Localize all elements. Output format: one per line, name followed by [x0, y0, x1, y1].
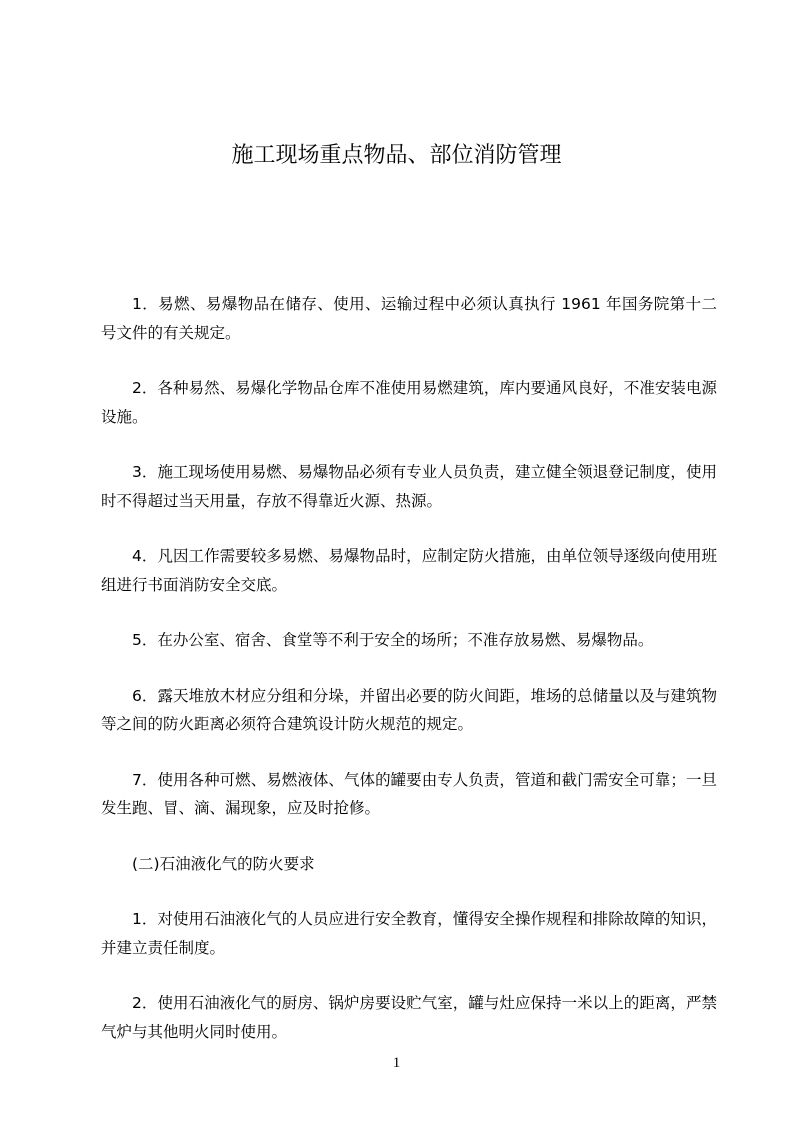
paragraph-6: 6．露天堆放木材应分组和分垛，并留出必要的防火间距，堆场的总储量以及与建筑物等之间的防火距离必须符合建筑设计防火规范的规定。: [101, 686, 717, 733]
paragraph-2: 2．各种易然、易爆化学物品仓库不准使用易燃建筑，库内要通风良好，不准安装电源设施。: [101, 379, 717, 426]
paragraph-1: 1．易燃、易爆物品在储存、使用、运输过程中必须认真执行 1961 年国务院第十二号文件的有关规定。: [101, 295, 717, 342]
paragraph-5: 5．在办公室、宿舍、食堂等不利于安全的场所；不准存放易燃、易爆物品。: [132, 631, 654, 649]
paragraph-4: 4．凡因工作需要较多易燃、易爆物品时，应制定防火措施，由单位领导逐级向使用班组进行书面消防安全交底。: [101, 547, 717, 594]
page-number: 1: [392, 1055, 401, 1071]
section-heading-lpg: (二)石油液化气的防火要求: [132, 854, 315, 873]
document-body: [101, 290, 717, 1073]
lpg-paragraph-1: 1．对使用石油液化气的人员应进行安全教育，懂得安全操作规程和排除故障的知识，并建立责任制度。: [101, 910, 717, 957]
lpg-paragraph-2: 2．使用石油液化气的厨房、锅炉房要设贮气室，罐与灶应保持一米以上的距离，严禁气炉与其他明火同时使用。: [101, 994, 717, 1041]
document-title: 施工现场重点物品、部位消防管理: [231, 143, 562, 168]
paragraph-3: 3．施工现场使用易燃、易爆物品必须有专业人员负责，建立健全领退登记制度，使用时不得超过当天用量，存放不得靠近火源、热源。: [101, 463, 717, 510]
paragraph-7: 7．使用各种可燃、易燃液体、气体的罐要由专人负责，管道和截门需安全可靠；一旦发生跑、冒、滴、漏现象，应及时抢修。: [101, 770, 717, 817]
